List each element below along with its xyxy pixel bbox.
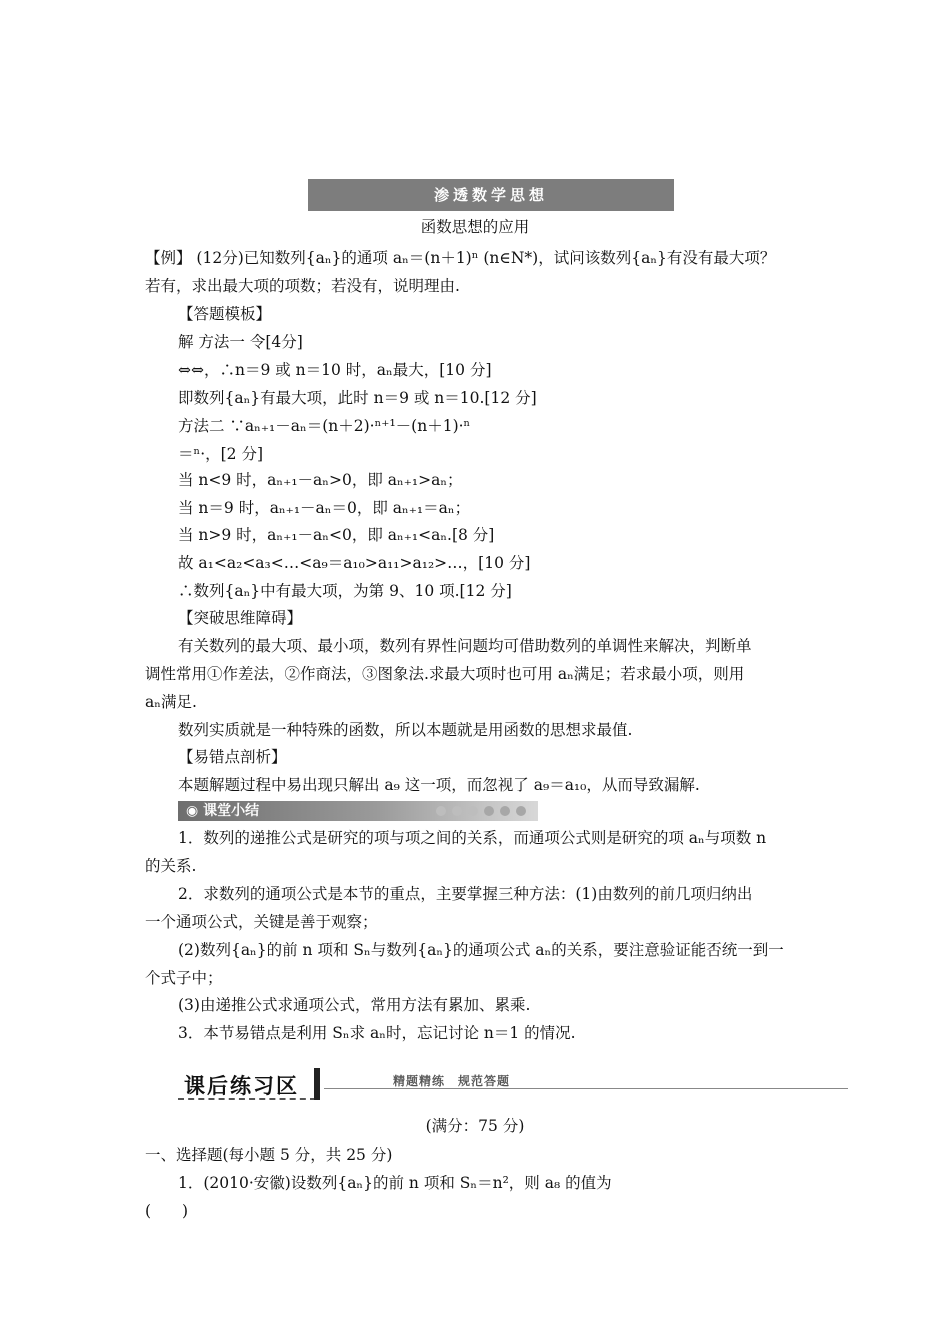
text-line: 当 n＝9 时，aₙ₊₁－aₙ＝0，即 aₙ₊₁＝aₙ； bbox=[178, 499, 471, 517]
text-line: 一、选择题(每小题 5 分，共 25 分) bbox=[145, 1146, 393, 1164]
text-line: 即数列{aₙ}有最大项，此时 n＝9 或 n＝10.[12 分] bbox=[178, 389, 537, 407]
text-line: 调性常用①作差法，②作商法，③图象法.求最大项时也可用 aₙ满足；若求最小项，则用 bbox=[145, 665, 745, 683]
text-line: 【例】 (12分)已知数列{aₙ}的通项 aₙ＝(n＋1)ⁿ (n∈N*)，试问该数列{aₙ}有没有最大项？ bbox=[145, 249, 776, 267]
text-line: 本题解题过程中易出现只解出 a₉ 这一项，而忽视了 a₉＝a₁₀，从而导致漏解. bbox=[178, 776, 700, 794]
summary-bar bbox=[178, 801, 538, 821]
text-line: 1．数列的递推公式是研究的项与项之间的关系，而通项公式则是研究的项 aₙ与项数 n bbox=[178, 829, 767, 847]
title-underline bbox=[178, 1098, 316, 1100]
text-line: 有关数列的最大项、最小项，数列有界性问题均可借助数列的单调性来解决，判断单 bbox=[178, 637, 752, 655]
text-line: 1．(2010·安徽)设数列{aₙ}的前 n 项和 Sₙ＝n²，则 a₈ 的值为 bbox=[178, 1174, 612, 1192]
text-line: 一个通项公式，关键是善于观察； bbox=[145, 913, 378, 931]
homework-title: 课后练习区 bbox=[184, 1074, 299, 1098]
summary-label: ◉ 课堂小结 bbox=[186, 803, 260, 819]
text-line: ＝ⁿ·，[2 分] bbox=[178, 445, 264, 463]
text-line: ⇔⇔，∴n＝9 或 n＝10 时，aₙ最大，[10 分] bbox=[178, 361, 492, 379]
homework-tagline: 精题精练 规范答题 bbox=[393, 1074, 511, 1088]
text-line: (2)数列{aₙ}的前 n 项和 Sₙ与数列{aₙ}的通项公式 aₙ的关系，要注意验证能否统一到一 bbox=[178, 941, 784, 959]
section-banner: 渗透数学思想 bbox=[308, 179, 674, 211]
text-line: 当 n>9 时，aₙ₊₁－aₙ<0，即 aₙ₊₁<aₙ.[8 分] bbox=[178, 526, 495, 544]
text-line: 【答题模板】 bbox=[178, 305, 272, 323]
text-line: 方法二 ∵aₙ₊₁－aₙ＝(n＋2)·ⁿ⁺¹－(n＋1)·ⁿ bbox=[178, 417, 471, 435]
text-line: 故 a₁<a₂<a₃<…<a₉＝a₁₀>a₁₁>a₁₂>…，[10 分] bbox=[178, 554, 531, 572]
text-line: 解 方法一 令[4分] bbox=[178, 333, 303, 351]
header-separator bbox=[314, 1068, 320, 1100]
text-line: ∴数列{aₙ}中有最大项，为第 9、10 项.[12 分] bbox=[178, 582, 512, 600]
section-subtitle: 函数思想的应用 bbox=[420, 218, 530, 236]
text-line: 2．求数列的通项公式是本节的重点，主要掌握三种方法：(1)由数列的前几项归纳出 bbox=[178, 885, 753, 903]
decorative-dots-icon bbox=[436, 806, 526, 816]
homework-header bbox=[178, 1068, 848, 1102]
score-line: (满分：75 分) bbox=[425, 1117, 525, 1135]
text-line: (3)由递推公式求通项公式，常用方法有累加、累乘. bbox=[178, 996, 531, 1014]
text-line: 3．本节易错点是利用 Sₙ求 aₙ时，忘记讨论 n＝1 的情况. bbox=[178, 1024, 576, 1042]
header-rule bbox=[324, 1088, 848, 1089]
text-line: 【易错点剖析】 bbox=[178, 748, 287, 766]
text-line: ( ) bbox=[145, 1202, 189, 1220]
text-line: 若有，求出最大项的项数；若没有，说明理由. bbox=[145, 277, 460, 295]
text-line: 个式子中； bbox=[145, 969, 223, 987]
text-line: 当 n<9 时，aₙ₊₁－aₙ>0，即 aₙ₊₁>aₙ； bbox=[178, 471, 463, 489]
text-line: 【突破思维障碍】 bbox=[178, 609, 303, 627]
text-line: 的关系. bbox=[145, 857, 197, 875]
text-line: aₙ满足. bbox=[145, 693, 197, 711]
text-line: 数列实质就是一种特殊的函数，所以本题就是用函数的思想求最值. bbox=[178, 721, 633, 739]
